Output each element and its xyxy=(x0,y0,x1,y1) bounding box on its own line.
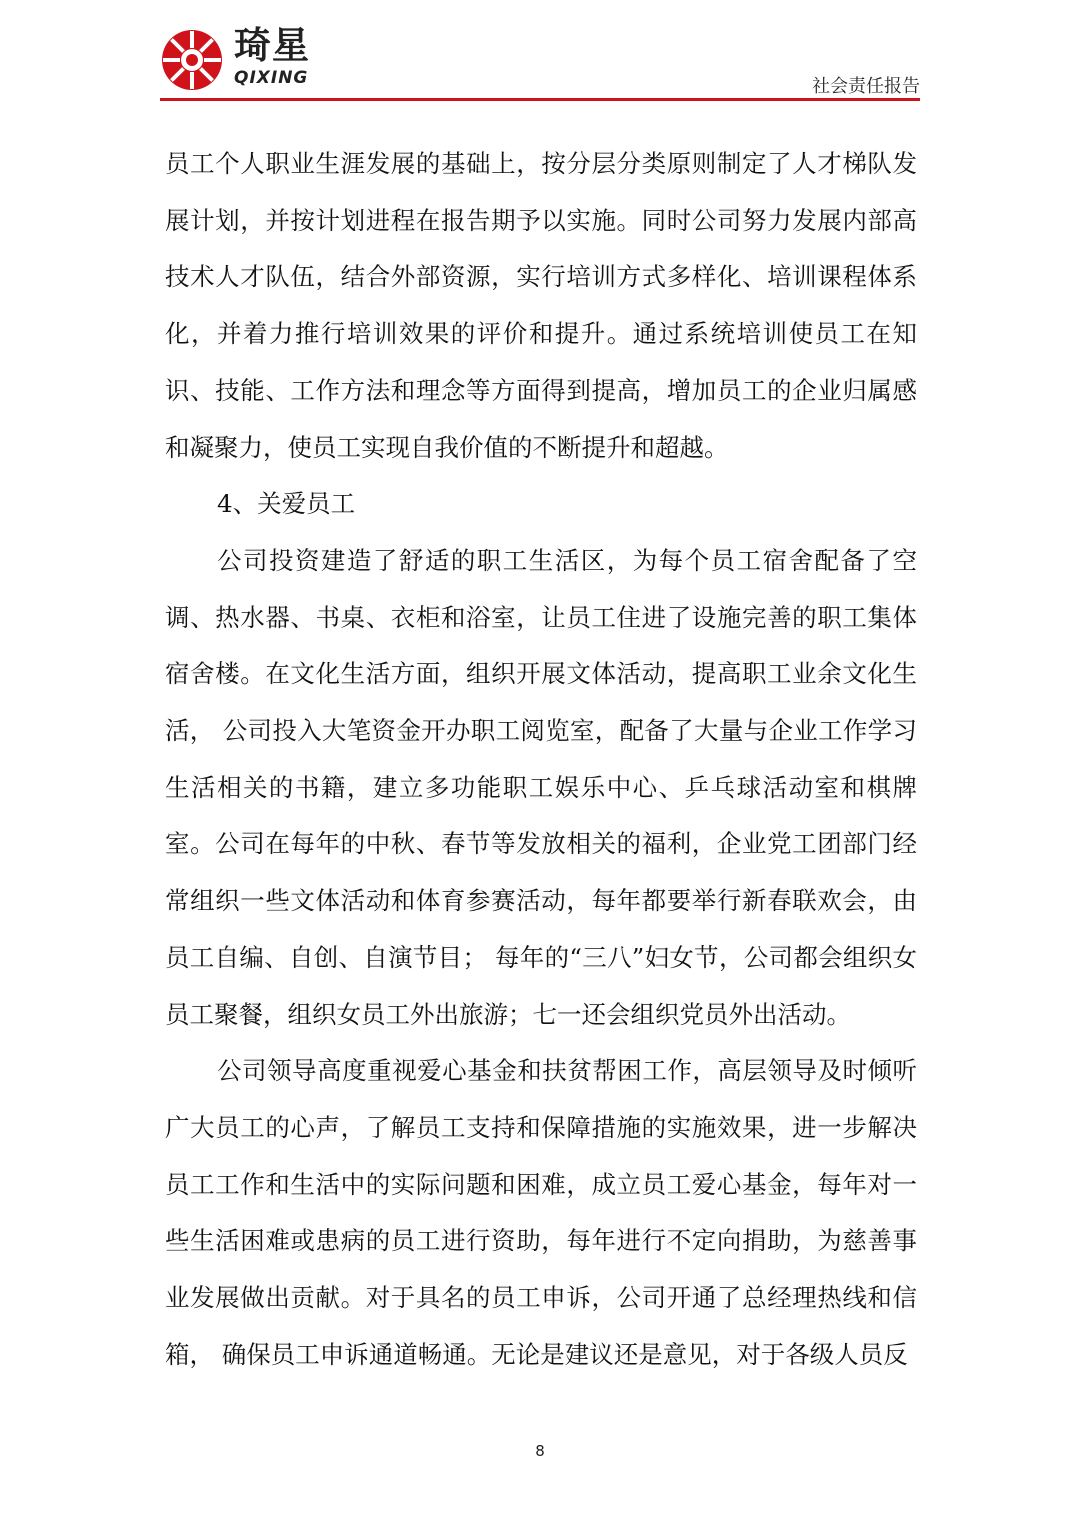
logo-english-name: QIXING xyxy=(234,68,309,88)
page-header xyxy=(160,24,920,102)
paragraph-charity-fund: 公司领导高度重视爱心基金和扶贫帮困工作，高层领导及时倾听广大员工的心声，了解员工支持和保障措施的实施效果，进一步解决员工工作和生活中的实际问题和困难，成立员工爱心基金，每年对一些生活困难或患病的员工进行资助，每年进行不定向捐助，为慈善事业发展做出贡献。对于具名的员工申诉，公司开通了总经理热线和信箱， 确保员工申诉通道畅通。无论是建议还是意见，对于各级人员反 xyxy=(165,1056,917,1369)
page-number: 8 xyxy=(535,1442,545,1460)
section-heading-care-for-employees: 4、关爱员工 xyxy=(217,489,356,519)
company-logo xyxy=(160,24,330,96)
logo-chinese-name: 琦星 xyxy=(234,24,310,67)
paragraph-living-facilities: 公司投资建造了舒适的职工生活区，为每个员工宿舍配备了空调、热水器、书桌、衣柜和浴室，让员工住进了设施完善的职工集体宿舍楼。在文化生活方面，组织开展文体活动，提高职工业余文化生活， 公司投入大笔资金开办职工阅览室，配备了大量与企业工作学习生活相关的书籍，建立多功能职工娱乐中心、乒乓球活动室和棋牌室。公司在每年的中秋、春节等发放相关的福利，企业党工团部门经常组织一些文体活动和体育参赛活动，每年都要举行新春联欢会，由员工自编、自创、自演节目； 每年的“三八”妇女节，公司都会组织女员工聚餐，组织女员工外出旅游；七一还会组织党员外出活动。 xyxy=(165,545,917,1029)
qixing-logo-icon xyxy=(160,28,224,92)
page-body xyxy=(165,136,917,1383)
paragraph-training: 员工个人职业生涯发展的基础上，按分层分类原则制定了人才梯队发展计划，并按计划进程在报告期予以实施。同时公司努力发展内部高技术人才队伍，结合外部资源，实行培训方式多样化、培训课程体系化，并着力推行培训效果的评价和提升。通过系统培训使员工在知识、技能、工作方法和理念等方面得到提高，增加员工的企业归属感和凝聚力，使员工实现自我价值的不断提升和超越。 xyxy=(165,149,917,462)
report-title: 社会责任报告 xyxy=(812,76,920,97)
header-divider xyxy=(160,98,920,101)
